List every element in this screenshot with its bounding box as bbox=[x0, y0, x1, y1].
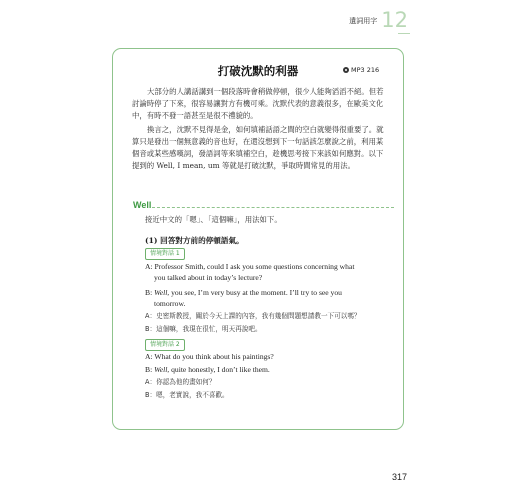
intro-paragraph: 換言之，沈默不見得是金，如何填補話語之間的空白就變得很重要了。就算只是發出一個無意義的音也好，在還沒想到下一句話該怎麼說之前，利用某個音或某些感嘆詞，發語詞等來填補空白，趁機思考接下來該如何應對。以下提到的 Well, I mean, um 等就是打破沈默，爭取時間常見的用法。 bbox=[132, 124, 384, 171]
audio-track bbox=[343, 66, 379, 74]
speaker-label: A: bbox=[145, 352, 153, 361]
speaker-label: B: bbox=[145, 365, 153, 374]
usage-subheading: (1) 回答對方前的停頓語氣。 bbox=[145, 236, 244, 245]
section-divider bbox=[152, 207, 394, 208]
speaker-label: A: bbox=[145, 262, 153, 271]
dialogue-text: you talked about in today’s lecture? bbox=[154, 273, 263, 282]
dialogue-text: Professor Smith, could I ask you some questions concerning what bbox=[154, 262, 355, 271]
speaker-label: B： bbox=[145, 391, 157, 399]
dialogue-line bbox=[145, 351, 400, 362]
translation-text: 史密斯教授，關於今天上課的內容，我有幾個問題想請教一下可以嗎？ bbox=[156, 312, 361, 320]
emphasis-word: Well, bbox=[154, 288, 170, 297]
dialogue-text: quite honestly, I don’t like them. bbox=[169, 365, 270, 374]
page-header bbox=[349, 10, 408, 30]
page-number: 317 bbox=[392, 472, 408, 482]
dialogue-translation bbox=[145, 390, 400, 401]
dialogue-line bbox=[145, 261, 400, 272]
speaker-label: B: bbox=[145, 288, 153, 297]
translation-text: 這個嘛，我現在很忙，明天再說吧。 bbox=[156, 325, 262, 333]
well-heading: Well bbox=[133, 200, 152, 210]
section-number: 12 bbox=[381, 8, 408, 32]
intro-paragraph: 大部分的人講話講到一個段落時會稍做停頓，很少人能夠滔滔不絕。但若討論時停了下來，很容易讓對方有機可乘。沈默代表的意義很多，在歐美文化中，有時不發一語甚至是很不禮貌的。 bbox=[132, 87, 384, 121]
emphasis-word: Well, bbox=[154, 365, 170, 374]
header-rule bbox=[398, 33, 410, 34]
dialogue-text: you see, I’m very busy at the moment. I’ll try to see you bbox=[169, 288, 342, 297]
translation-text: 嗯，老實說，我不喜歡。 bbox=[156, 391, 229, 399]
speaker-label: A： bbox=[145, 378, 157, 386]
dialogue-text: tomorrow. bbox=[154, 299, 186, 308]
page-title: 打破沈默的利器 bbox=[217, 64, 299, 78]
speaker-label: B： bbox=[145, 325, 157, 333]
dialogue-tag: 情境對話 1 bbox=[145, 248, 185, 260]
dialogue-tag: 情境對話 2 bbox=[145, 339, 185, 351]
speaker-label: A： bbox=[145, 312, 157, 320]
dialogue-line bbox=[145, 364, 400, 375]
dialogue-line bbox=[145, 287, 400, 298]
dialogue-translation bbox=[145, 377, 400, 388]
audio-track-label: MP3 216 bbox=[351, 66, 380, 74]
translation-text: 你認為他的畫如何？ bbox=[156, 378, 216, 386]
dialogue-translation bbox=[145, 324, 400, 335]
dialogue-line bbox=[154, 298, 409, 309]
well-description: 接近中文的「嗯」、「這個嘛」，用法如下。 bbox=[145, 215, 282, 224]
dialogue-translation bbox=[145, 311, 400, 322]
dialogue-text: What do you think about his paintings? bbox=[154, 352, 274, 361]
dialogue-line bbox=[154, 272, 409, 283]
intro-text bbox=[132, 86, 387, 173]
section-label: 遺詞用字 bbox=[349, 17, 378, 25]
disc-icon bbox=[343, 67, 349, 73]
